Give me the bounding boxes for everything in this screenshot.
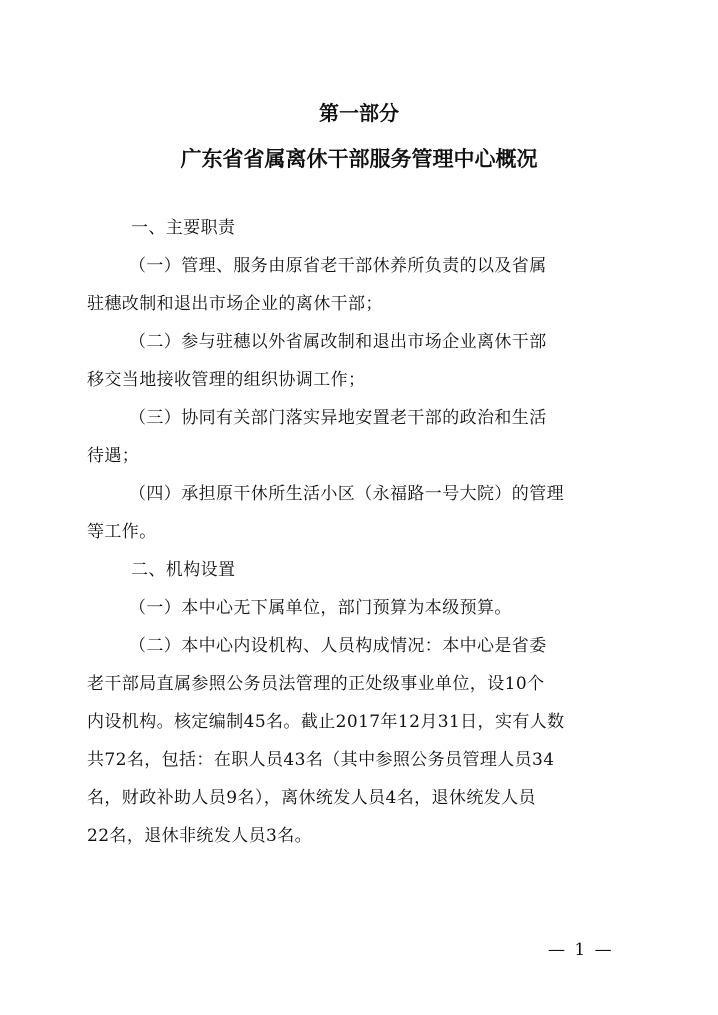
paragraph-line: 名，财政补助人员9名），离休统发人员4名，退休统发人员: [87, 788, 536, 808]
part-title: 第一部分: [319, 101, 399, 125]
paragraph-line: 共72名，包括：在职人员43名（其中参照公务员管理人员34: [87, 750, 555, 770]
main-title: 广东省省属离休干部服务管理中心概况: [180, 147, 538, 171]
paragraph-line: 移交当地接收管理的组织协调工作；: [87, 370, 366, 390]
section-heading-main-responsibilities: 一、主要职责: [131, 218, 236, 238]
section-heading-organization: 二、机构设置: [131, 560, 236, 580]
paragraph-line: （一）管理、服务由原省老干部休养所负责的以及省属: [129, 256, 547, 276]
paragraph-line: （二）本中心内设机构、人员构成情况：本中心是省委: [129, 636, 547, 656]
paragraph-line: （二）参与驻穗以外省属改制和退出市场企业离休干部: [129, 332, 547, 352]
paragraph-line: 老干部局直属参照公务员法管理的正处级事业单位，设10个: [87, 674, 545, 694]
paragraph-line: （四）承担原干休所生活小区（永福路一号大院）的管理: [129, 484, 564, 504]
paragraph-line: 等工作。: [87, 522, 157, 542]
page-number: — 1 —: [548, 940, 614, 960]
paragraph-line: 待遇；: [87, 446, 140, 466]
paragraph-line: 驻穗改制和退出市场企业的离休干部；: [87, 294, 383, 314]
paragraph-line: 内设机构。核定编制45名。截止2017年12月31日，实有人数: [87, 712, 565, 732]
paragraph-line: （一）本中心无下属单位，部门预算为本级预算。: [129, 598, 512, 618]
paragraph-line: （三）协同有关部门落实异地安置老干部的政治和生活: [129, 408, 547, 428]
document-body: [87, 209, 635, 855]
paragraph-line: 22名，退休非统发人员3名。: [87, 826, 313, 846]
